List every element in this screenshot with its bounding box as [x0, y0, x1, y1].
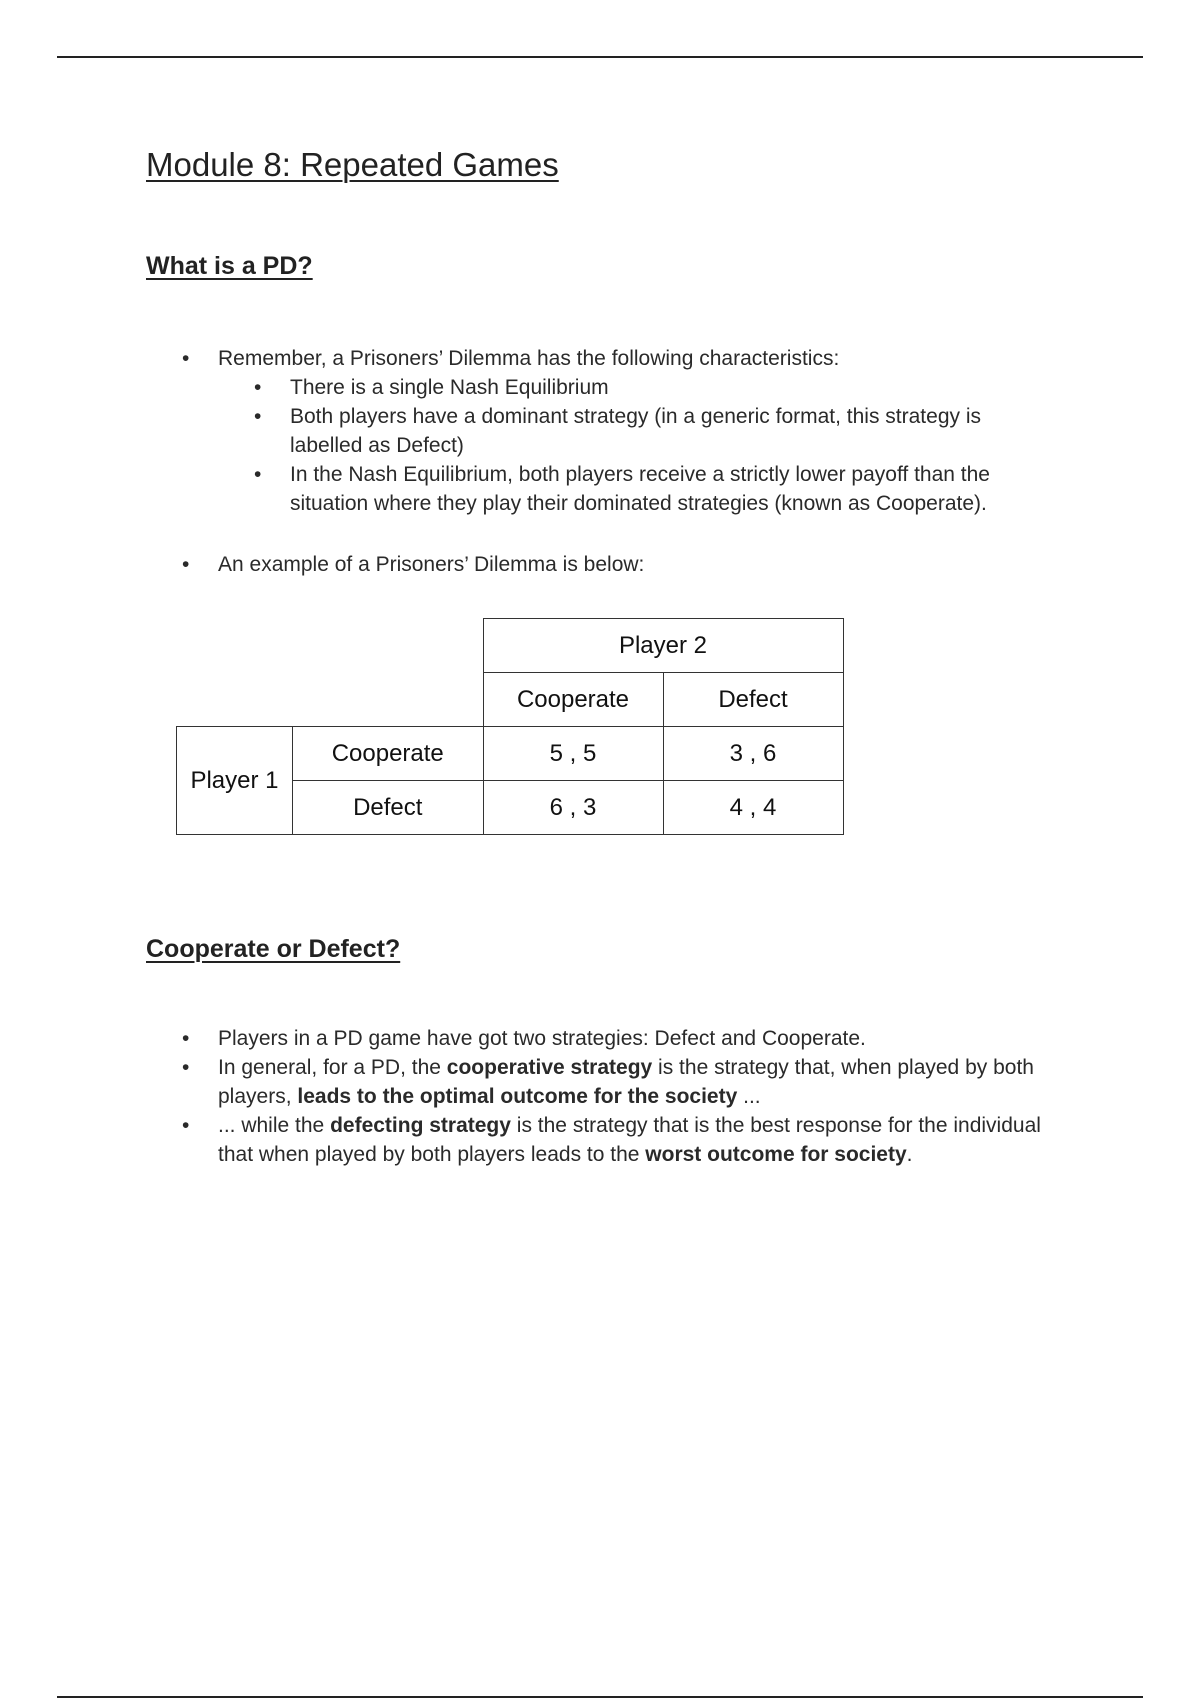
bullet-icon: • — [182, 1114, 190, 1137]
bold-term-cooperative-strategy: cooperative strategy — [446, 1056, 653, 1079]
bullet-icon: • — [182, 1027, 190, 1050]
bold-term-defecting-strategy: defecting strategy — [330, 1114, 511, 1137]
column-player-label: Player 2 — [483, 619, 843, 673]
list-item-text: is the strategy that, when played by both players, — [218, 1056, 1034, 1108]
section-heading-what-is-pd: What is a PD? — [146, 252, 313, 280]
payoff-matrix — [176, 618, 844, 835]
bullet-icon: • — [182, 347, 190, 370]
payoff-cell-cd: 3 , 6 — [663, 727, 843, 781]
bullet-icon: • — [254, 463, 262, 486]
sub-list-item — [218, 373, 1050, 402]
sub-list — [218, 373, 1078, 518]
row-strategy-defect: Defect — [293, 781, 484, 835]
header-rule — [57, 56, 1143, 58]
column-strategy-defect: Defect — [663, 673, 843, 727]
sub-list-item — [218, 402, 1050, 460]
list-item — [0, 1111, 1078, 1169]
row-player-label: Player 1 — [177, 727, 293, 835]
bullet-icon: • — [182, 1056, 190, 1079]
list-item-text: In general, for a PD, the — [218, 1056, 447, 1079]
list-item-text: An example of a Prisoners’ Dilemma is below: — [218, 553, 645, 576]
bullet-icon: • — [254, 376, 262, 399]
payoff-cell-dd: 4 , 4 — [663, 781, 843, 835]
sub-list-item-text: In the Nash Equilibrium, both players receive a strictly lower payoff than the situation where they play their dominated strategies (known as Cooperate). — [290, 463, 990, 515]
pd-characteristics-list — [0, 344, 1078, 518]
section-heading-cooperate-or-defect: Cooperate or Defect? — [146, 935, 401, 963]
list-item — [0, 1053, 1078, 1111]
bullet-icon: • — [254, 405, 262, 428]
sub-list-item-text: There is a single Nash Equilibrium — [290, 376, 609, 399]
page-title: Module 8: Repeated Games — [146, 146, 559, 183]
list-item-text: is the strategy that is the best response for the individual that when played by both players leads to the — [218, 1114, 1041, 1166]
bullet-icon: • — [182, 553, 190, 576]
list-item — [0, 1024, 1078, 1053]
column-strategy-cooperate: Cooperate — [483, 673, 663, 727]
list-item-text: Players in a PD game have got two strategies: Defect and Cooperate. — [218, 1027, 866, 1050]
list-item-text: ... — [737, 1085, 761, 1108]
list-item-text: ... while the — [218, 1114, 331, 1137]
row-strategy-cooperate: Cooperate — [293, 727, 484, 781]
sub-list-item — [218, 460, 1050, 518]
cooperate-defect-list — [0, 1024, 1078, 1169]
pd-example-list — [0, 550, 1078, 579]
footer-rule — [57, 1696, 1143, 1698]
payoff-cell-cc: 5 , 5 — [483, 727, 663, 781]
bold-term-worst-outcome: worst outcome for society — [645, 1143, 907, 1166]
payoff-cell-dc: 6 , 3 — [483, 781, 663, 835]
bold-term-optimal-outcome: leads to the optimal outcome for the society — [297, 1085, 738, 1108]
list-item-text: Remember, a Prisoners’ Dilemma has the following characteristics: — [218, 347, 840, 370]
list-item-text: . — [906, 1143, 913, 1166]
list-item — [0, 344, 1078, 518]
list-item — [0, 550, 1078, 579]
sub-list-item-text: Both players have a dominant strategy (in a generic format, this strategy is labelled as Defect) — [290, 405, 982, 457]
